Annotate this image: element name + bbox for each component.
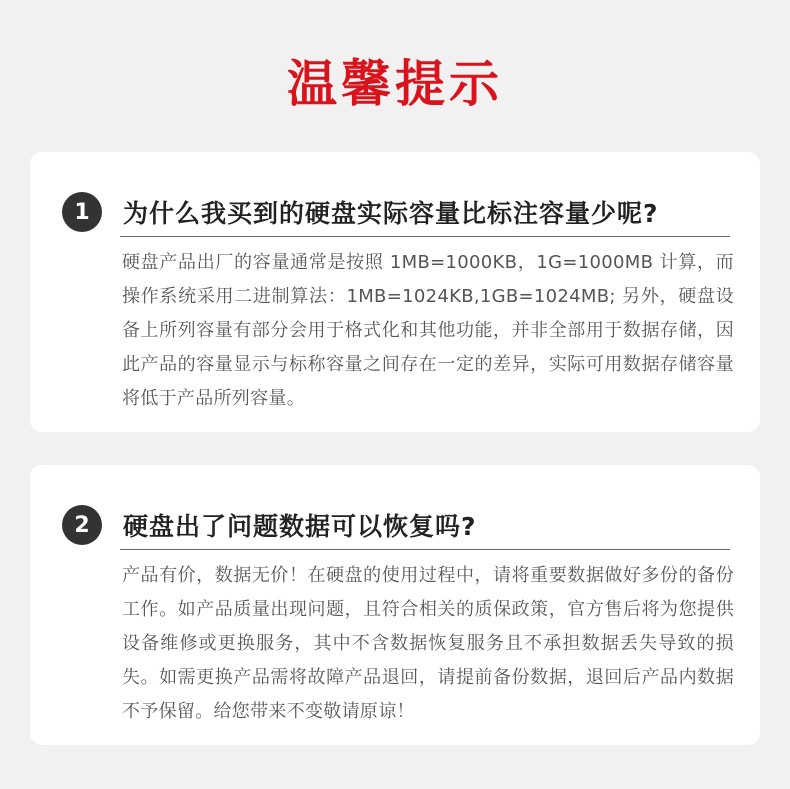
question-title: 硬盘出了问题数据可以恢复吗? xyxy=(123,512,477,541)
page-title: 温馨提示 xyxy=(287,55,503,113)
number-badge: 1 xyxy=(62,192,102,232)
question-title: 为什么我买到的硬盘实际容量比标注容量少呢? xyxy=(123,199,659,228)
faq-card-1 xyxy=(30,152,760,432)
answer-text: 硬盘产品出厂的容量通常是按照 1MB=1000KB，1G=1000MB 计算，而操作系统采用二进制算法：1MB=1024KB,1GB=1024MB; 另外，硬盘设备上所列容量有部分会用于格式化和其他功能，并非全部用于数据存储，因此产品的容量显示与标称容量之间存在一定的差异，实际可用数据存储容量将低于产品所列容量。 xyxy=(122,252,734,409)
divider xyxy=(120,549,730,550)
answer-text: 产品有价，数据无价！在硬盘的使用过程中，请将重要数据做好多份的备份工作。如产品质量出现问题，且符合相关的质保政策，官方售后将为您提供设备维修或更换服务，其中不含数据恢复服务且不承担数据丢失导致的损失。如需更换产品需将故障产品退回，请提前备份数据，退回后产品内数据不予保留。给您带来不变敬请原谅！ xyxy=(122,565,734,722)
question-row xyxy=(62,190,659,234)
number-badge: 2 xyxy=(62,505,102,545)
faq-card-2 xyxy=(30,465,760,745)
divider xyxy=(120,236,730,237)
question-row xyxy=(62,503,477,547)
